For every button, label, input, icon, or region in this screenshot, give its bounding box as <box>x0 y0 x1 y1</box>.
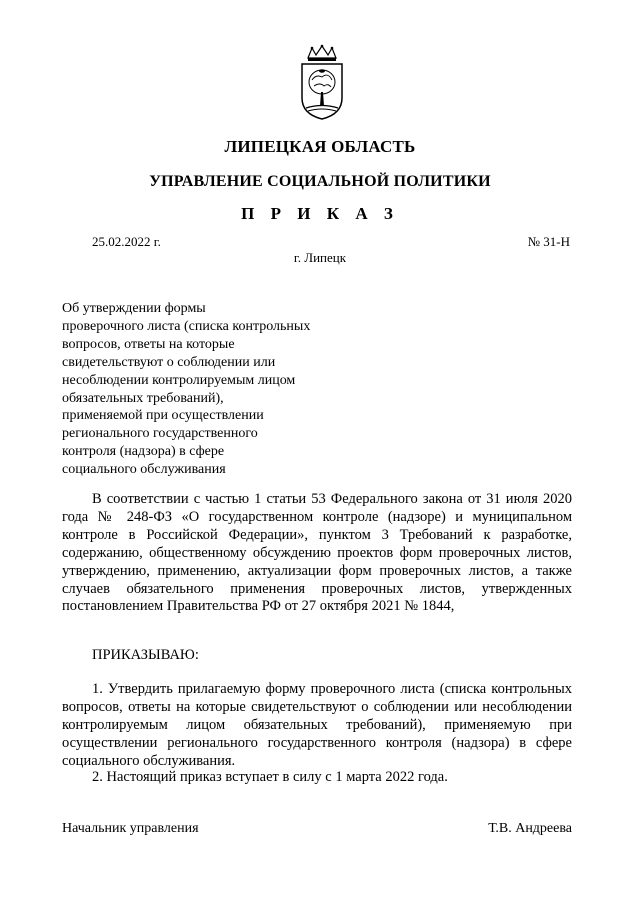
subject-line: регионального государственного <box>62 426 258 442</box>
subject-line: социального обслуживания <box>62 462 226 478</box>
subject-line: обязательных требований), <box>62 390 224 406</box>
order-word: ПРИКАЗЫВАЮ: <box>92 647 199 663</box>
subject-line: несоблюдении контролируемым лицом <box>62 372 296 388</box>
order-item-1: 1. Утвердить прилагаемую форму проверочного листа (списка контрольных вопросов, ответы на которые свидетельствуют о соблюдении или несоблюдении контролируемым лицом обязательных требований), применяемую при осуществлении регионального государственного контроля (надзора) в сфере социального обслуживания. <box>62 681 572 769</box>
document-city: г. Липецк <box>293 250 347 265</box>
subject-line: контроля (надзора) в сфере <box>62 444 225 460</box>
document-number: № 31-Н <box>527 234 570 249</box>
subject-line: свидетельствуют о соблюдении или <box>62 354 276 370</box>
document-type-title: П Р И К А З <box>241 204 399 223</box>
preamble-paragraph: В соответствии с частью 1 статьи 53 Федерального закона от 31 июля 2020 года № 248-ФЗ «О государственном контроле (надзоре) и муниципальном контроле в Российской Федерации», пунктом 3 Требований к разработке, содержанию, общественному обсуждению проектов форм проверочных листов, утверждению, применению, актуализации форм проверочных листов, а также случаев обязательного применения проверочных листов, утвержденных постановлением Правительства РФ от 27 октября 2021 № 1844, <box>62 491 572 615</box>
signatory-name: Т.В. Андреева <box>488 821 572 836</box>
document-subject <box>62 300 352 479</box>
order-item-2: 2. Настоящий приказ вступает в силу с 1 марта 2022 года. <box>92 769 448 785</box>
subject-line: проверочного листа (списка контрольных <box>62 318 311 334</box>
subject-line: вопросов, ответы на которые <box>62 336 235 352</box>
signatory-position: Начальник управления <box>62 821 199 836</box>
subject-line: Об утверждении формы <box>62 301 206 316</box>
document-date: 25.02.2022 г. <box>92 234 161 249</box>
coat-of-arms-icon <box>298 44 346 120</box>
region-title: ЛИПЕЦКАЯ ОБЛАСТЬ <box>224 137 416 156</box>
department-title: УПРАВЛЕНИЕ СОЦИАЛЬНОЙ ПОЛИТИКИ <box>149 173 491 190</box>
subject-line: применяемой при осуществлении <box>62 408 264 424</box>
